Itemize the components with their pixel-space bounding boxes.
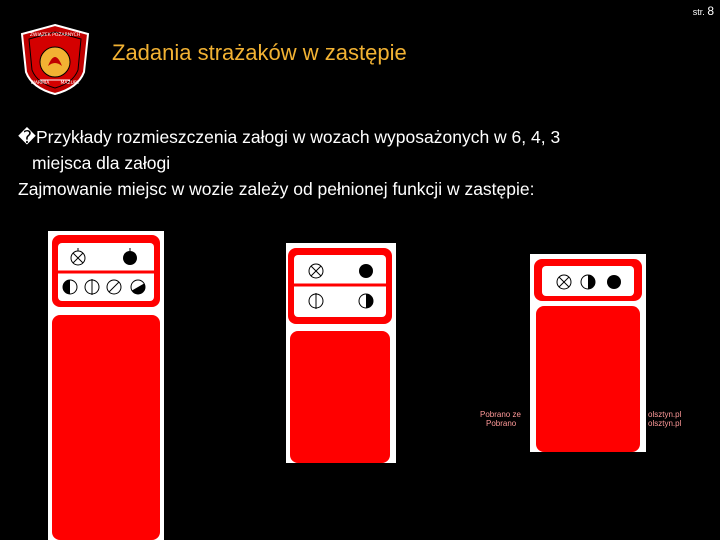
slide-title: Zadania strażaków w zastępie [112,40,407,65]
watermark-right-1: olsztyn.pl [648,410,682,419]
fire-brigade-logo [18,22,92,96]
watermark-left [480,410,521,428]
seat-commander-icon [309,264,323,278]
watermark-right [648,410,681,428]
svg-text:MAZURY: MAZURY [60,81,80,86]
truck-6-seats [48,231,164,540]
watermark-right-2: olsztyn.pl [648,419,682,428]
seat-icon-1 [581,275,595,289]
svg-text:ZWIĄZEK POŻARNYCH: ZWIĄZEK POŻARNYCH [29,33,81,38]
slide-body-text [18,124,708,202]
truck-4-seats [286,243,396,463]
seat-icon-3 [107,280,121,294]
bullet-line [18,124,708,150]
text-line-2: miejsca dla załogi [32,153,171,173]
svg-text:WARMIA: WARMIA [30,81,50,86]
seat-icon-2 [359,294,373,308]
page-number: str. 8 [692,4,714,18]
seat-commander-icon [557,275,571,289]
seat-driver-icon [359,264,373,278]
seat-driver-icon [607,275,621,289]
text-line-1: Przykłady rozmieszczenia załogi w wozach wyposażonych w 6, 4, 3 [35,127,561,147]
watermark-left-1: Pobrano ze [480,410,521,419]
text-line-3: Zajmowanie miejsc w wozie zależy od pełnionej funkcji w zastępie: [18,179,535,199]
seat-icon-1 [63,280,77,294]
bullet-glyph: � [18,127,36,147]
seat-icon-1 [309,293,323,309]
seat-icon-2 [85,279,99,295]
truck-3-seats [530,254,646,452]
watermark-left-2: Pobrano [486,419,517,428]
